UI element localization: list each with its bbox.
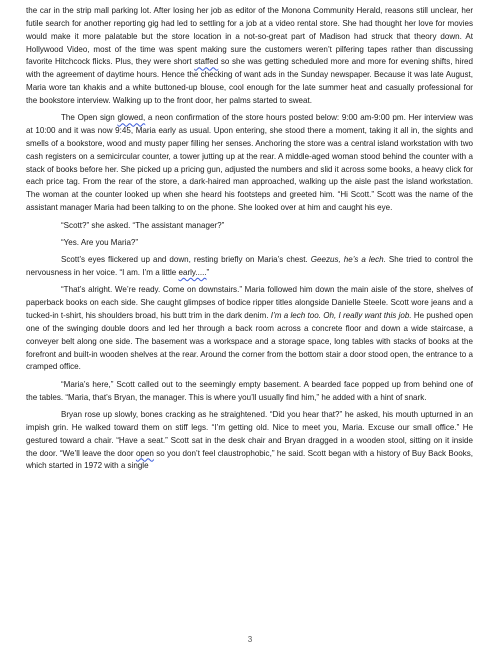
body-paragraph bbox=[26, 284, 473, 374]
spellcheck-flagged-word[interactable]: glowed, bbox=[117, 113, 146, 123]
body-paragraph bbox=[26, 409, 473, 473]
text-run: “Scott?” she asked. “The assistant manager?” bbox=[61, 220, 225, 230]
text-run: He pushed open one of the swinging double doors and led her through a back room across a concrete floor and down a wide staircase, a conveyer belt along one side. The basement was a workspace and a storage space, long tables with stacks of books at the forefront and built-in wooden shelves at the rear. Around the corner from the bottom stair a door stood open, the entrance to a cramped office. bbox=[26, 311, 474, 372]
body-paragraph bbox=[26, 237, 473, 250]
italic-thought: Geezus, he’s a lech. bbox=[310, 255, 386, 265]
body-paragraph bbox=[26, 379, 473, 405]
text-run: so you don’t feel claustrophobic,” he said. Scott began with a history of Buy Back Books, which started in 1972 with a single bbox=[26, 448, 474, 471]
body-paragraph bbox=[26, 112, 473, 215]
body-paragraph bbox=[26, 254, 473, 280]
page-number: 3 bbox=[247, 635, 253, 644]
spellcheck-flagged-word[interactable]: open bbox=[135, 448, 154, 458]
text-run: so she was getting scheduled more and more for evening shifts, hired with the agreement of daytime hours. Hence the checking of want ads in the Sunday newspaper. Because it was late August, Maria wore tan khakis and a white buttoned-up blouse, cool enough for the late summer heat and casually professional for the bookstore interview. Walking up to the front door, her palms started to sweat. bbox=[26, 57, 473, 105]
text-run: Scott’s eyes flickered up and down, resting briefly on Maria’s chest. bbox=[61, 255, 311, 265]
document-page bbox=[26, 5, 473, 651]
text-run: “That’s alright. We’re ready. Come on downstairs.” Maria followed him down the main aisle of the store, shelves of paperback books on each side. She caught glimpses of bodice ripper titles alongside Danielle Steele. Scott wore jeans and a tucked-in t-shirt, his shoulders broad, his butt trim in the dark denim. bbox=[26, 285, 473, 321]
text-run: the car in the strip mall parking lot. After losing her job as editor of the Monona Community Herald, reasons still unclear, her futile search for another reporting gig had led to settling for a job at a video rental store. She had thought her love for movies would make it more palatable but the store location in a not-so-great part of Madison had struck that theory down. At Hollywood Video, most of the time was spent making sure the customers weren’t pilfering tapes rather than discussing favorite Hitchcock flicks. Plus, they were short bbox=[26, 6, 473, 67]
text-run: Bryan rose up slowly, bones cracking as he straightened. “Did you hear that?” he asked, his mouth upturned in an impish grin. He walked toward them on stiff legs. “I’m getting old. Nice to meet you, Maria. Excuse our small office.” He gestured toward a chair. “Have a seat.” Scott sat in the desk chair and Bryan dragged in a wooden stool, sitting on it inside the door. “We’ll leave the door bbox=[26, 409, 473, 458]
text-run: “Yes. Are you Maria?” bbox=[61, 237, 139, 247]
text-run: “Maria’s here,” Scott called out to the seemingly empty basement. A bearded face popped up from behind one of the tables. “Maria, that’s Bryan, the manager. This is where you’ll usually find him,” he added with a hint of snark. bbox=[26, 379, 473, 402]
text-run: She tried to control the nervousness in her voice. “I am. I’m a little bbox=[26, 255, 473, 278]
spellcheck-flagged-word[interactable]: early..... bbox=[178, 268, 207, 278]
italic-thought: I’m a lech too. Oh, I really want this job. bbox=[270, 311, 412, 321]
text-run: ” bbox=[206, 268, 210, 278]
spellcheck-flagged-word[interactable]: staffed bbox=[194, 57, 219, 67]
body-paragraph bbox=[26, 5, 473, 108]
text-run: a neon confirmation of the store hours posted below: 9:00 am-9:00 pm. Her interview was at 10:00 and it was now 9:45, Maria early as usual. Upon entering, she stood there a moment, taking it all in, the sights and smells of a bookstore, wood and musty paper filling her senses. Anchoring the store was a central island workstation with two cash registers on a semicircular counter, a tower jutting up at the rear. A middle-aged woman stood behind the counter with a stack of books before her. She picked up a pricing gun, adjusted the numbers and slid it across some books, a heavy click for each price tag. From the rear of the store, a dark-haired man approached, walking up the aisle past the island workstation. The woman at the counter looked up when she heard his footsteps and greeted him. “Hi Scott.” Scott was the name of the assistant manager Maria had been talking to on the phone. She looked over at him and caught his eye. bbox=[26, 113, 474, 213]
body-paragraph bbox=[26, 220, 473, 233]
text-run: The Open sign bbox=[61, 113, 118, 123]
